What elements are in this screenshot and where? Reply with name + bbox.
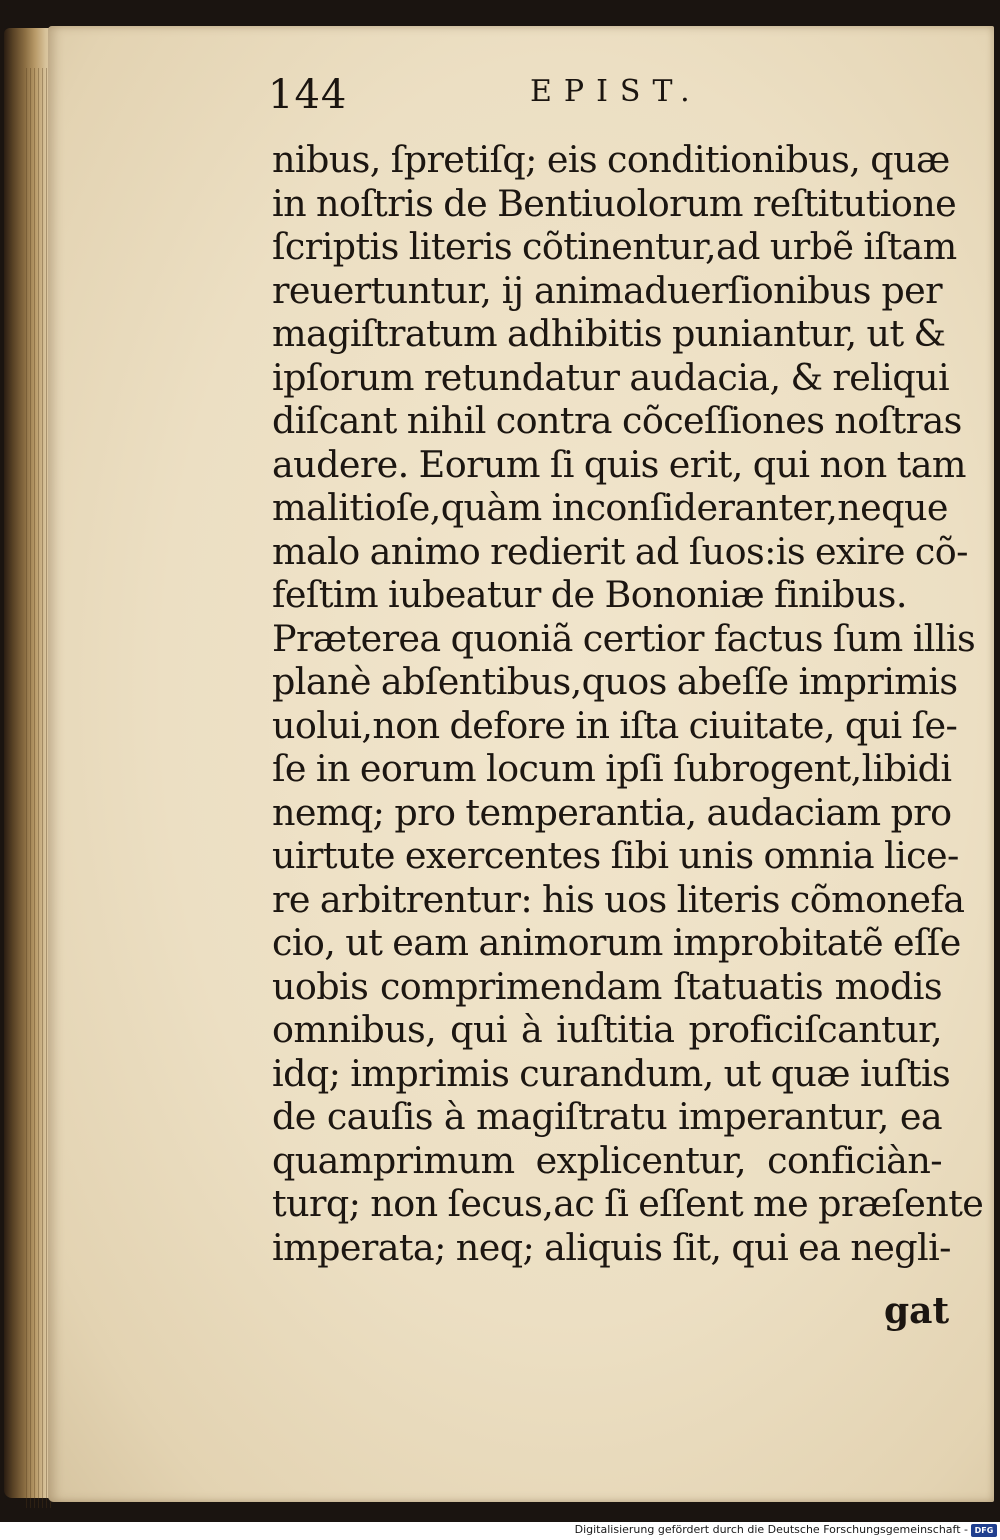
- catchword: gat: [884, 1290, 950, 1332]
- page-number: 144: [268, 72, 348, 118]
- text-line: re arbitrentur: his uos literis cõmonefa: [272, 877, 965, 921]
- text-line: diſcant nihil contra cõceſſiones noſtras: [272, 399, 962, 442]
- digitization-footer: [0, 1522, 1000, 1540]
- text-line: ſe in eorum locum ipſi ſubrogent,libidi: [272, 747, 952, 790]
- text-line: uobis comprimendam ſtatuatis modis: [272, 964, 942, 1008]
- text-line: idq; imprimis curandum, ut quæ iuſtis: [272, 1051, 951, 1095]
- running-head: [0, 72, 1000, 132]
- text-line: reuertuntur, ij animaduerſionibus per: [272, 268, 942, 312]
- text-line: turq; non ſecus,ac ſi eſſent me præſente: [272, 1182, 984, 1225]
- text-line: uirtute exercentes ſibi unis omnia lice-: [272, 834, 959, 877]
- text-line: uolui,non defore in iſta ciuitate, qui ſe-: [272, 703, 958, 747]
- text-line: nibus, ſpretiſq; eis conditionibus, quæ: [272, 138, 950, 181]
- text-line: imperata; neq; aliquis ſit, qui ea negli-: [272, 1225, 951, 1269]
- text-line: audere. Eorum ſi quis erit, qui non tam: [272, 442, 966, 486]
- text-line: ipſorum retundatur audacia, & reliqui: [272, 355, 950, 399]
- text-line: de cauſis à magiſtratu imperantur, ea: [272, 1095, 942, 1138]
- text-line: magiſtratum adhibitis puniantur, ut &: [272, 312, 946, 355]
- text-line: planè abſentibus,quos abeſſe imprimis: [272, 660, 958, 703]
- text-line: in noſtris de Bentiuolorum reſtitutione: [272, 181, 957, 225]
- text-line: cio, ut eam animorum improbitatẽ eſſe: [272, 921, 961, 964]
- body-text: [272, 138, 984, 1269]
- text-line: Præterea quoniã certior factus ſum illis: [272, 616, 976, 660]
- text-line: feſtim iubeatur de Bononiæ finibus.: [272, 573, 907, 616]
- text-line: malitioſe,quàm inconſideranter,neque: [272, 486, 948, 529]
- running-title: EPIST.: [530, 74, 702, 109]
- text-line: nemq; pro temperantia, audaciam pro: [272, 790, 952, 834]
- funding-credit: Digitalisierung gefördert durch die Deutsche Forschungsgemeinschaft -: [574, 1523, 968, 1536]
- dfg-logo: DFG: [971, 1524, 997, 1537]
- text-line: omnibus, qui à iuſtitia proficiſcantur,: [272, 1008, 942, 1051]
- text-line: malo animo redierit ad ſuos:is exire cõ-: [272, 529, 968, 573]
- text-line: quamprimum explicentur, conficiàn-: [272, 1138, 942, 1182]
- text-line: ſcriptis literis cõtinentur,ad urbẽ iſtam: [272, 225, 957, 268]
